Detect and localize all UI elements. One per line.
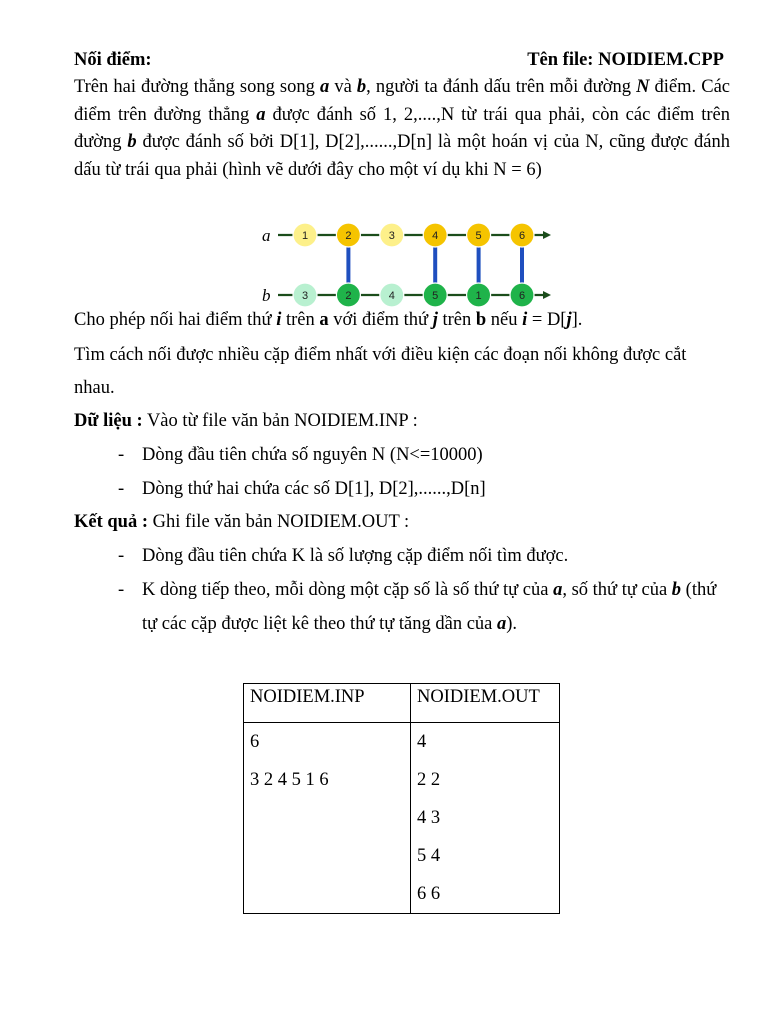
input-label: Dữ liệu : bbox=[74, 411, 143, 431]
line-a-label: a bbox=[262, 226, 271, 245]
matching-diagram bbox=[255, 214, 555, 310]
example-table bbox=[243, 683, 560, 914]
out-line: 4 bbox=[417, 732, 427, 752]
point-b-label: 1 bbox=[475, 290, 482, 302]
point-a-label: 6 bbox=[518, 230, 526, 242]
output-list bbox=[74, 539, 730, 641]
point-a-label: 5 bbox=[475, 230, 482, 242]
out-line: 4 3 bbox=[417, 808, 441, 828]
input-section: Dữ liệu : Vào từ file văn bản NOIDIEM.INP : bbox=[74, 411, 418, 431]
point-b-label: 4 bbox=[388, 290, 395, 302]
inp-line: 6 bbox=[250, 732, 260, 752]
point-b-label: 5 bbox=[432, 290, 439, 302]
out-line: 6 6 bbox=[417, 884, 441, 904]
output-label: Kết quả : bbox=[74, 512, 148, 532]
list-item: - Dòng thứ hai chứa các số D[1], D[2],......,D[n] bbox=[74, 472, 730, 506]
table-header-out: NOIDIEM.OUT bbox=[411, 684, 560, 723]
table-cell-inp bbox=[244, 723, 411, 914]
input-list bbox=[74, 438, 730, 506]
problem-header bbox=[74, 48, 730, 74]
point-a-label: 2 bbox=[345, 230, 352, 242]
list-item: - Dòng đầu tiên chứa số nguyên N (N<=10000) bbox=[74, 438, 730, 472]
point-a-label: 3 bbox=[388, 230, 395, 242]
list-item: - K dòng tiếp theo, mỗi dòng một cặp số là số thứ tự của a, số thứ tự của b (thứ tự các cặp được liệt kê theo thứ tự tăng dần của a). bbox=[74, 573, 730, 641]
point-b-label: 2 bbox=[345, 290, 352, 302]
line-b-label: b bbox=[262, 286, 271, 305]
table-header-inp: NOIDIEM.INP bbox=[244, 684, 411, 723]
inp-line: 3 2 4 5 1 6 bbox=[250, 770, 329, 790]
point-a-label: 1 bbox=[301, 230, 309, 242]
task-statement: Tìm cách nối được nhiều cặp điểm nhất với điều kiện các đoạn nối không được cắt nhau. bbox=[74, 345, 687, 398]
connection-rule: Cho phép nối hai điểm thứ i trên a với điểm thứ j trên b nếu i = D[j]. bbox=[74, 310, 583, 330]
problem-intro: Trên hai đường thẳng song song a và b, người ta đánh dấu trên mỗi đường N điểm. Các điểm trên đường thẳng a được đánh số 1, 2,....,N từ trái qua phải, còn các điểm trên đường b được đánh số bởi D[1], D[2],......,D[n] là một hoán vị của N, cũng được đánh dấu từ trái qua phải (hình vẽ dưới đây cho một ví dụ khi N = 6) bbox=[74, 77, 731, 180]
file-name-label: Tên file: NOIDIEM.CPP bbox=[527, 50, 724, 70]
problem-title: Nối điểm: bbox=[74, 50, 152, 70]
point-a-label: 4 bbox=[432, 230, 439, 242]
point-b-label: 6 bbox=[518, 290, 526, 302]
point-b-label: 3 bbox=[301, 290, 309, 302]
table-cell-out bbox=[411, 723, 560, 914]
line-a-arrow-icon bbox=[543, 231, 551, 239]
list-item: - Dòng đầu tiên chứa K là số lượng cặp điểm nối tìm được. bbox=[74, 539, 730, 573]
line-b-arrow-icon bbox=[543, 291, 551, 299]
out-line: 5 4 bbox=[417, 846, 441, 866]
out-line: 2 2 bbox=[417, 770, 441, 790]
problem-page bbox=[74, 48, 730, 641]
output-section: Kết quả : Ghi file văn bản NOIDIEM.OUT : bbox=[74, 512, 410, 532]
